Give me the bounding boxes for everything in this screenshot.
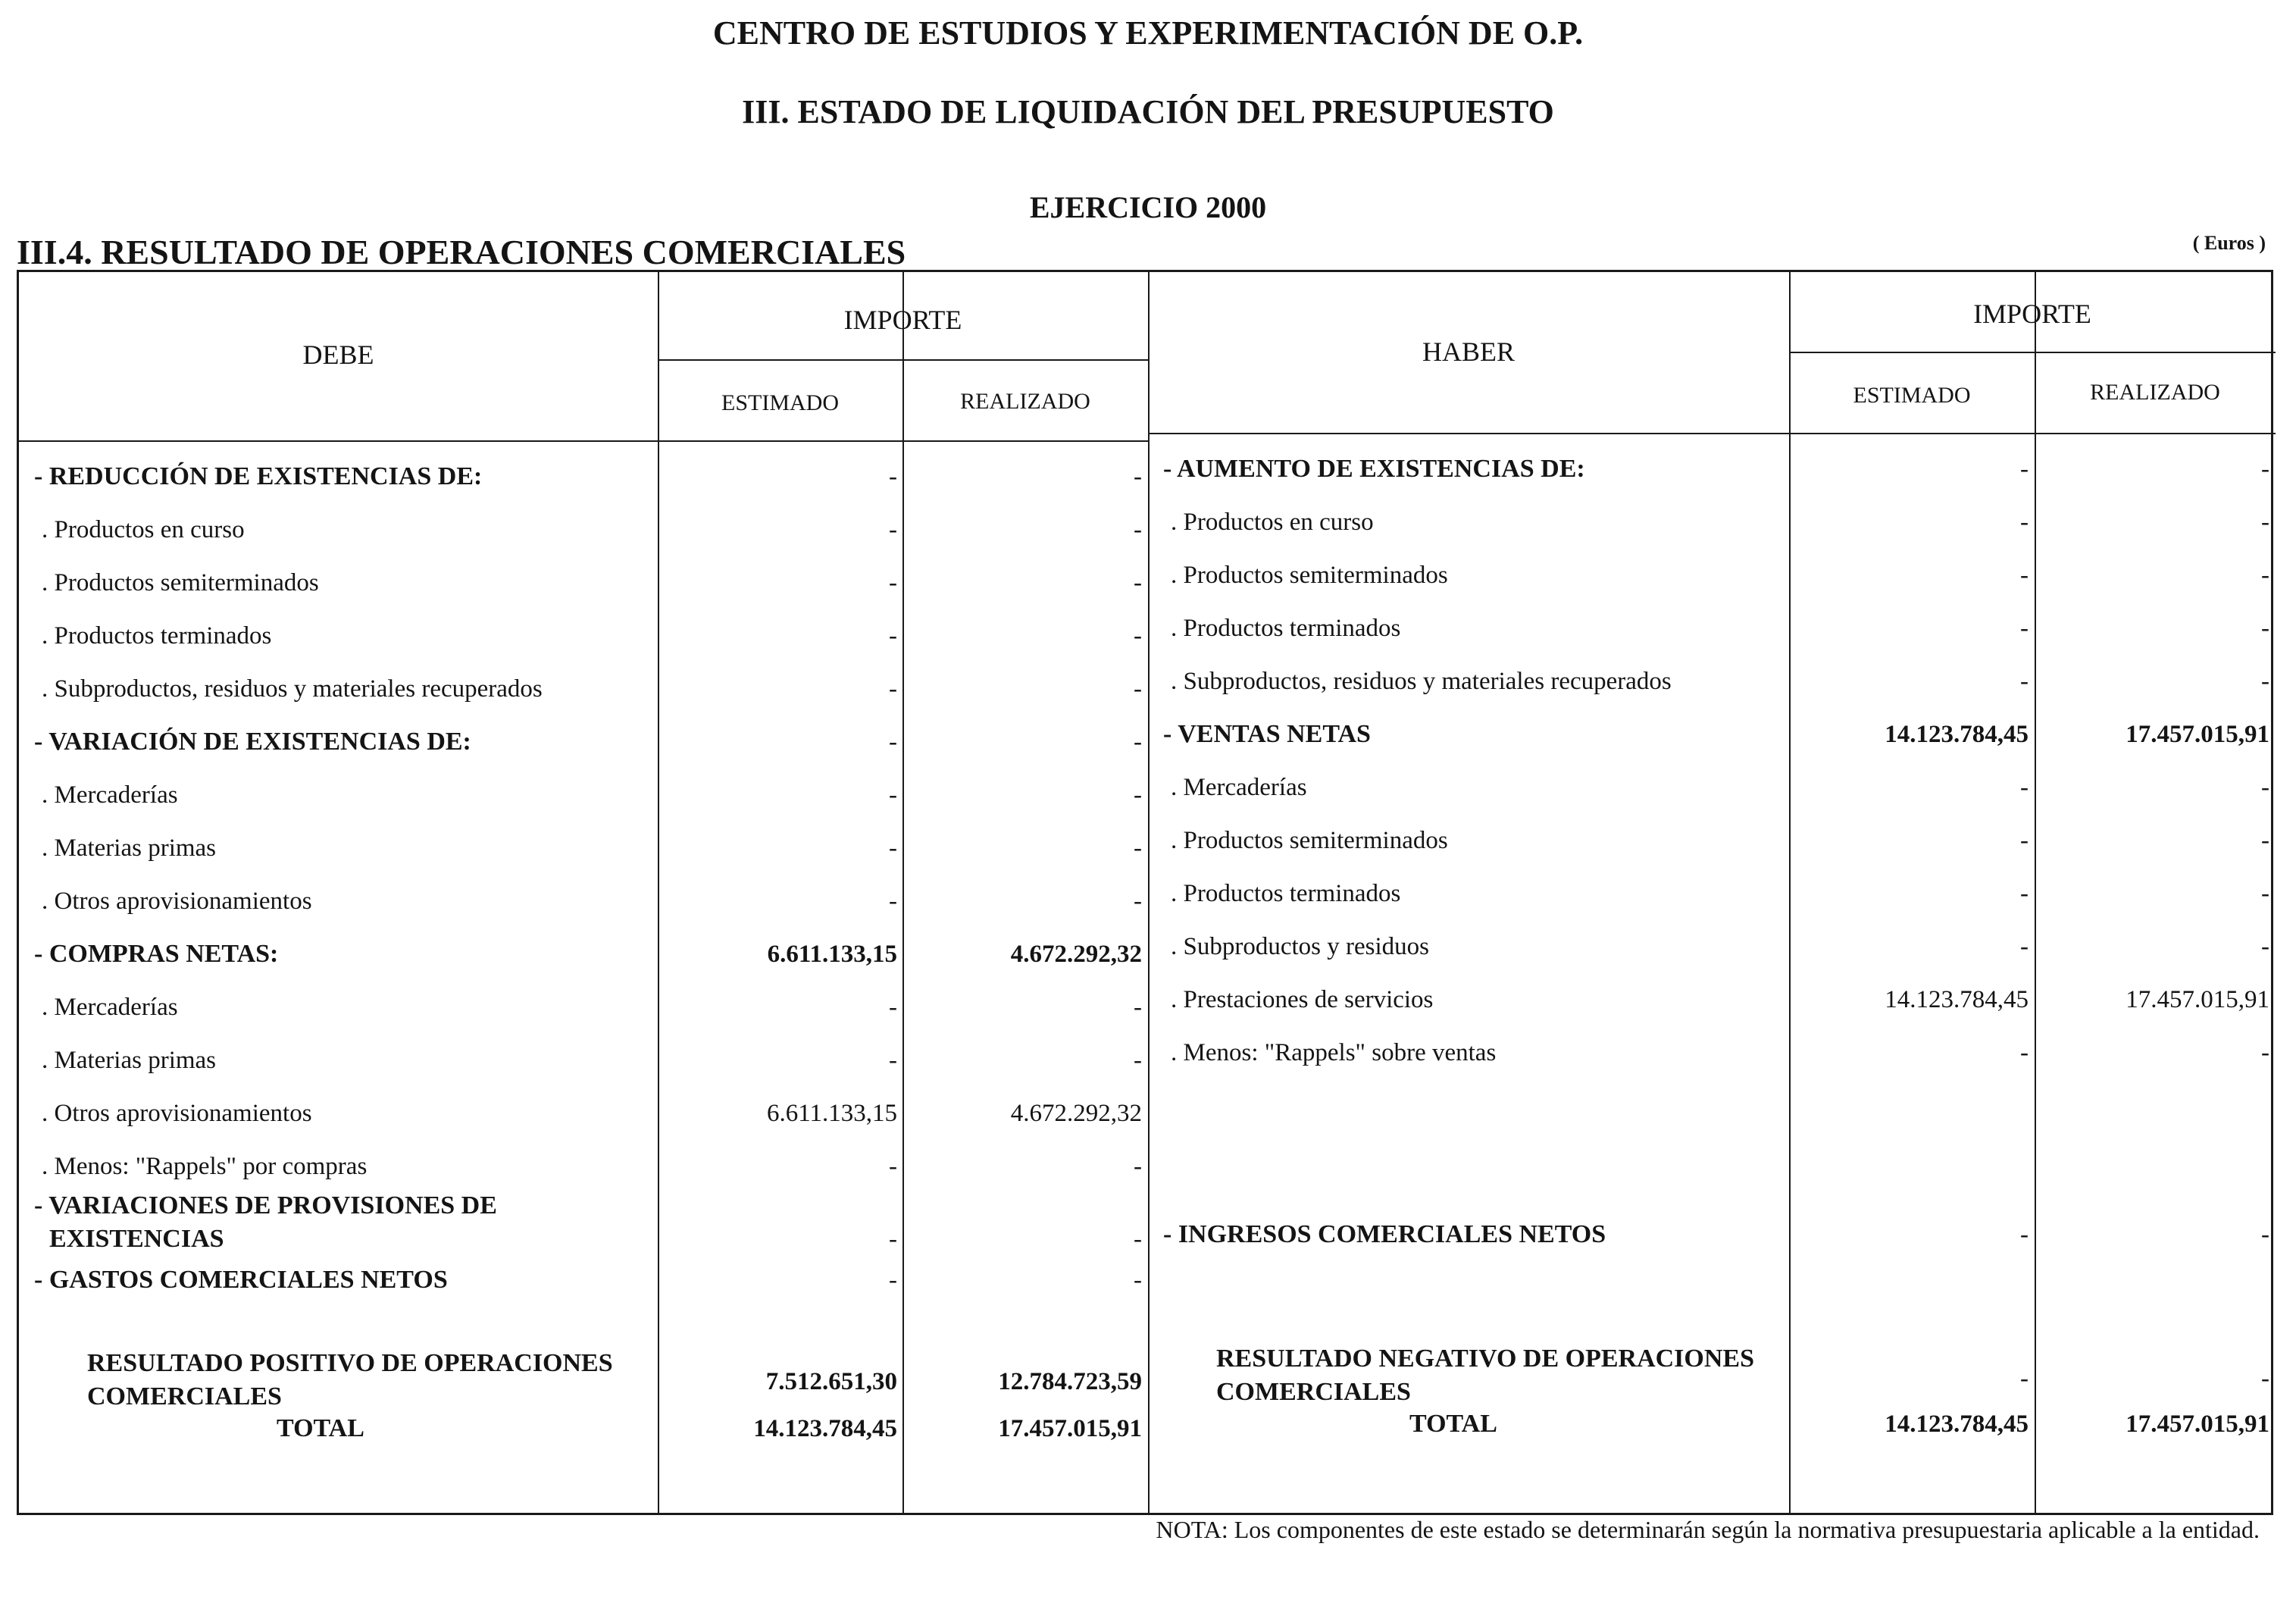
realizado-value: -: [1134, 728, 1142, 756]
realizado-value: -: [1134, 516, 1142, 543]
header-divider: [19, 440, 1148, 442]
footnote: NOTA: Los componentes de este estado se determinarán según la normativa presupuestaria aplicable a la entidad.: [1156, 1516, 2260, 1543]
realizado-value: -: [1134, 994, 1142, 1021]
realizado-value: -: [1134, 463, 1142, 490]
estimado-value: -: [889, 888, 897, 915]
row-label: . Subproductos y residuos: [1171, 933, 1429, 960]
realizado-value: 4.672.292,32: [1010, 941, 1142, 968]
realizado-value: -: [1134, 1047, 1142, 1074]
total-realizado: 17.457.015,91: [2126, 1410, 2269, 1438]
estimado-value: -: [2020, 933, 2029, 960]
importe-header-right: IMPORTE: [1973, 299, 2091, 329]
estimado-header-left: ESTIMADO: [721, 390, 839, 415]
row-label: . Otros aprovisionamientos: [42, 888, 312, 915]
row-label: . Menos: "Rappels" por compras: [42, 1153, 368, 1180]
estimado-value: 6.611.133,15: [767, 941, 897, 968]
row-label: - REDUCCIÓN DE EXISTENCIAS DE:: [34, 462, 483, 490]
haber-header: HABER: [1422, 337, 1515, 367]
resultado-negativo-label: [1216, 1342, 1754, 1409]
realizado-value: -: [2261, 509, 2269, 536]
estimado-value: -: [889, 781, 897, 809]
realizado-value: -: [2261, 562, 2269, 589]
realizado-value: -: [1134, 622, 1142, 650]
results-table: [17, 270, 2273, 1515]
row-label: - GASTOS COMERCIALES NETOS: [34, 1266, 448, 1294]
row-label: - INGRESOS COMERCIALES NETOS: [1163, 1220, 1606, 1248]
resultado-negativo-estimado: -: [2020, 1365, 2029, 1392]
row-label: . Menos: "Rappels" sobre ventas: [1171, 1039, 1497, 1066]
importe-divider: [658, 359, 1148, 361]
realizado-value: -: [1134, 1153, 1142, 1180]
estimado-value: -: [889, 1047, 897, 1074]
estimado-value: -: [889, 622, 897, 650]
row-label: - VARIACIÓN DE EXISTENCIAS DE:: [34, 728, 471, 756]
debe-header: DEBE: [302, 340, 374, 370]
row-label: - COMPRAS NETAS:: [34, 940, 279, 968]
estimado-value: -: [2020, 1039, 2029, 1066]
estimado-value: -: [2020, 827, 2029, 854]
row-label: . Materias primas: [42, 1047, 217, 1074]
realizado-header-left: REALIZADO: [960, 389, 1090, 414]
row-label: . Productos semiterminados: [1171, 827, 1448, 854]
resultado-negativo-realizado: -: [2261, 1365, 2269, 1392]
realizado-value: 17.457.015,91: [2126, 986, 2269, 1013]
realizado-value: -: [2261, 456, 2269, 483]
row-label: . Mercaderías: [1171, 774, 1307, 801]
resultado-positivo-label: [87, 1347, 613, 1414]
realizado-value: -: [2261, 1039, 2269, 1066]
row-label: . Materias primas: [42, 834, 217, 862]
realizado-value: -: [2261, 615, 2269, 642]
realizado-value: -: [1134, 888, 1142, 915]
estimado-value: 6.611.133,15: [766, 1100, 897, 1127]
estimado-value: 14.123.784,45: [1885, 721, 2029, 748]
importe-header-left: IMPORTE: [843, 305, 962, 335]
total-label: TOTAL: [277, 1414, 364, 1442]
row-label: . Productos en curso: [1171, 509, 1374, 536]
estimado-value: -: [889, 994, 897, 1021]
realizado-value: -: [2261, 933, 2269, 960]
row-label: . Prestaciones de servicios: [1171, 986, 1434, 1013]
currency-unit: ( Euros ): [2192, 232, 2266, 254]
estimado-value: -: [889, 728, 897, 756]
estimado-value: -: [889, 1266, 897, 1294]
realizado-value: -: [1134, 675, 1142, 703]
section-title: III.4. RESULTADO DE OPERACIONES COMERCIALES: [17, 233, 906, 271]
row-label: - VENTAS NETAS: [1163, 720, 1371, 748]
realizado-value: -: [2261, 668, 2269, 695]
label-line: COMERCIALES: [87, 1382, 282, 1410]
realizado-value: -: [1134, 1266, 1142, 1294]
estimado-value: -: [889, 463, 897, 490]
estimado-value: -: [2020, 562, 2029, 589]
realizado-value: -: [2261, 774, 2269, 801]
realizado-value: -: [1134, 569, 1142, 596]
row-label: . Mercaderías: [42, 781, 178, 809]
estimado-value: -: [2020, 668, 2029, 695]
importe-divider: [1789, 352, 2276, 353]
provisiones-estimado: -: [889, 1226, 897, 1253]
estimado-value: -: [889, 834, 897, 862]
estimado-value: -: [2020, 1221, 2029, 1248]
resultado-positivo-realizado: 12.784.723,59: [998, 1368, 1142, 1395]
total-label: TOTAL: [1409, 1410, 1497, 1438]
provisiones-realizado: -: [1134, 1226, 1142, 1253]
label-line: RESULTADO POSITIVO DE OPERACIONES: [87, 1349, 613, 1377]
estimado-value: -: [889, 516, 897, 543]
total-estimado: 14.123.784,45: [753, 1415, 897, 1442]
row-label: . Productos terminados: [1171, 615, 1401, 642]
realizado-value: -: [2261, 827, 2269, 854]
label-line: EXISTENCIAS: [49, 1225, 224, 1253]
label-line: - VARIACIONES DE PROVISIONES DE: [34, 1191, 497, 1219]
label-line: RESULTADO NEGATIVO DE OPERACIONES: [1216, 1345, 1754, 1373]
col-divider: [1148, 272, 1150, 1513]
debe-provisiones-label: [34, 1189, 497, 1256]
row-label: . Subproductos, residuos y materiales recuperados: [42, 675, 543, 703]
row-label: . Productos terminados: [42, 622, 272, 650]
realizado-value: -: [2261, 880, 2269, 907]
realizado-value: 17.457.015,91: [2126, 721, 2269, 748]
row-label: . Productos semiterminados: [42, 569, 319, 596]
realizado-header-right: REALIZADO: [2090, 380, 2220, 405]
org-title: CENTRO DE ESTUDIOS Y EXPERIMENTACIÓN DE O.P.: [712, 14, 1584, 52]
row-label: . Otros aprovisionamientos: [42, 1100, 312, 1127]
realizado-value: -: [2261, 1221, 2269, 1248]
statement-title: III. ESTADO DE LIQUIDACIÓN DEL PRESUPUESTO: [742, 93, 1554, 130]
row-label: . Productos semiterminados: [1171, 562, 1448, 589]
row-label: . Mercaderías: [42, 994, 178, 1021]
row-label: - AUMENTO DE EXISTENCIAS DE:: [1163, 455, 1585, 483]
row-label: . Subproductos, residuos y materiales recuperados: [1171, 668, 1672, 695]
row-label: . Productos en curso: [42, 516, 245, 543]
realizado-value: -: [1134, 834, 1142, 862]
resultado-positivo-estimado: 7.512.651,30: [765, 1368, 897, 1395]
estimado-value: -: [889, 675, 897, 703]
row-label: . Productos terminados: [1171, 880, 1401, 907]
estimado-value: -: [889, 569, 897, 596]
fiscal-year: EJERCICIO 2000: [1029, 190, 1267, 224]
realizado-value: -: [1134, 781, 1142, 809]
realizado-value: 4.672.292,32: [1010, 1100, 1142, 1127]
total-realizado: 17.457.015,91: [998, 1415, 1142, 1442]
estimado-value: -: [2020, 456, 2029, 483]
estimado-value: 14.123.784,45: [1885, 986, 2029, 1013]
estimado-value: -: [889, 1153, 897, 1180]
estimado-value: -: [2020, 774, 2029, 801]
estimado-value: -: [2020, 509, 2029, 536]
estimado-header-right: ESTIMADO: [1853, 383, 1971, 408]
total-estimado: 14.123.784,45: [1885, 1410, 2029, 1438]
header-divider: [1148, 433, 2276, 434]
estimado-value: -: [2020, 615, 2029, 642]
estimado-value: -: [2020, 880, 2029, 907]
label-line: COMERCIALES: [1216, 1378, 1411, 1406]
